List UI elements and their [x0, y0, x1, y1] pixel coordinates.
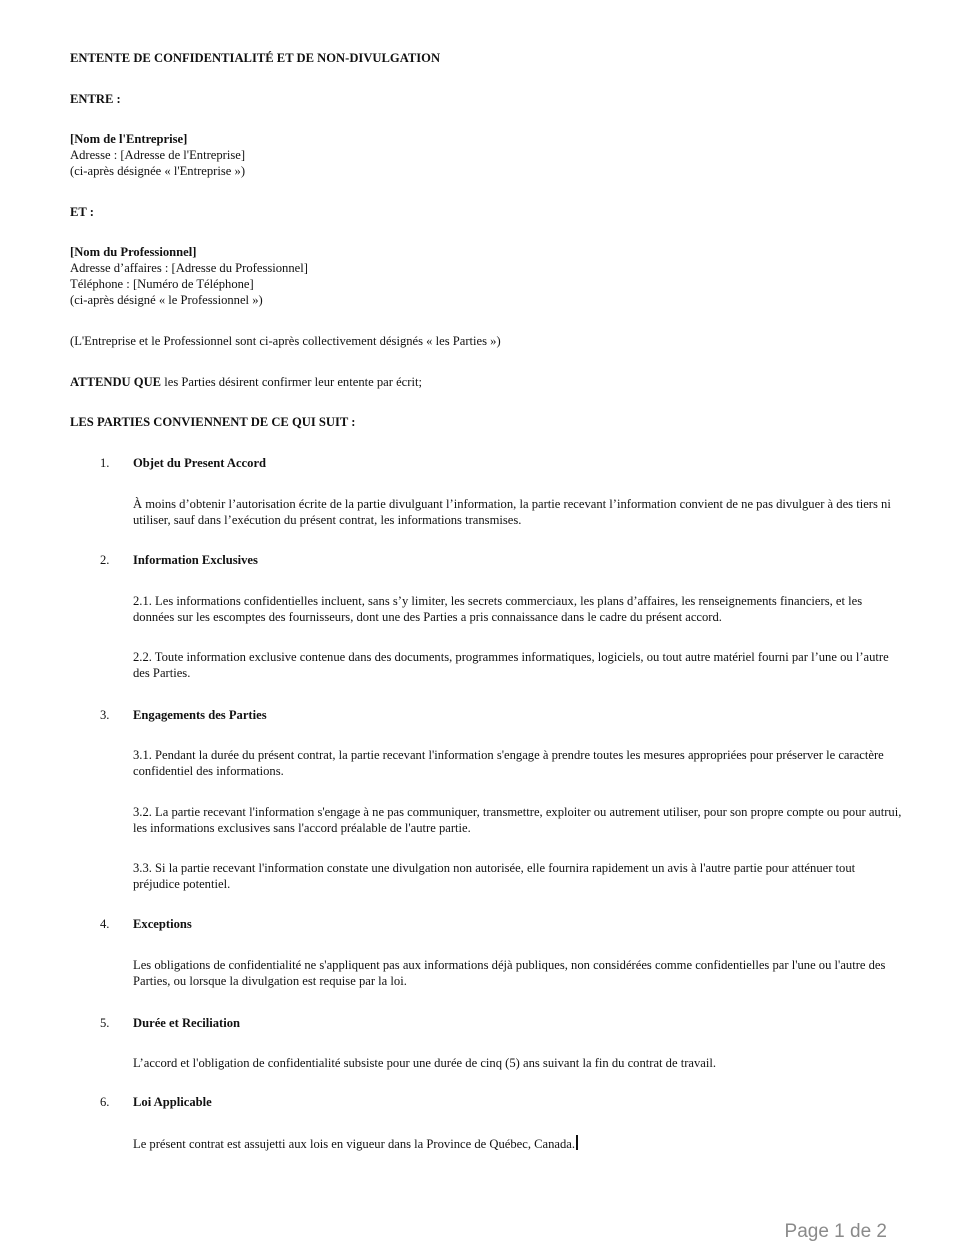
text-cursor — [576, 1135, 578, 1150]
whereas-bold: ATTENDU QUE — [70, 375, 162, 389]
section-number: 3. — [100, 708, 110, 722]
section-paragraph: 2.1. Les informations confidentielles incluent, sans s’y limiter, les secrets commerciaux, les plans d’affaires, les renseignements financiers, et les données sur les escomptes des fournisseurs, dont une des Parties a pris connaissance dans le cadre du présent accord. — [133, 594, 863, 624]
section-paragraph: 3.1. Pendant la durée du présent contrat, la partie recevant l'information s'engage à prendre toutes les mesures appropriées pour préserver le caractère confidentiel des informations. — [133, 748, 884, 778]
et-label: ET : — [70, 205, 94, 219]
section-number: 6. — [100, 1095, 110, 1109]
section-number: 1. — [100, 456, 110, 470]
section-title: Exceptions — [133, 917, 192, 931]
section-title: Loi Applicable — [133, 1095, 212, 1109]
whereas-text: les Parties désirent confirmer leur entente par écrit; — [161, 375, 422, 389]
document-title: ENTENTE DE CONFIDENTIALITÉ ET DE NON-DIVULGATION — [70, 51, 441, 65]
professional-phone: Téléphone : [Numéro de Téléphone] — [70, 277, 254, 291]
section-paragraph: 2.2. Toute information exclusive contenue dans des documents, programmes informatiques, logiciels, ou tout autre matériel fourni par l’une ou l’autre des Parties. — [133, 650, 889, 680]
last-paragraph-text: Le présent contrat est assujetti aux lois en vigueur dans la Province de Québec, Canada. — [133, 1137, 576, 1151]
professional-name: [Nom du Professionnel] — [70, 245, 197, 259]
section-paragraph: Les obligations de confidentialité ne s'appliquent pas aux informations déjà publiques, non considérées comme confidentielles par l'une ou l'autre des Parties, ou lorsque la divulgation est requise par la loi. — [133, 958, 886, 988]
section-title: Durée et Reciliation — [133, 1016, 241, 1030]
section-paragraph: À moins d’obtenir l’autorisation écrite de la partie divulguant l’information, la partie recevant l’information convient de ne pas divulguer à des tiers ni utiliser, sauf dans l’exécution du présent contrat, les informations transmises. — [133, 497, 891, 527]
whereas-clause — [70, 374, 422, 390]
section-number: 4. — [100, 917, 110, 931]
company-designation: (ci-après désignée « l'Entreprise ») — [70, 164, 246, 178]
company-name: [Nom de l'Entreprise] — [70, 132, 188, 146]
parties-note: (L'Entreprise et le Professionnel sont ci-après collectivement désignés « les Parties ») — [70, 334, 501, 348]
page-indicator: Page 1 de 2 — [784, 1221, 887, 1242]
section-paragraph[interactable] — [133, 1135, 903, 1152]
section-paragraph: 3.2. La partie recevant l'information s'engage à ne pas communiquer, transmettre, exploiter ou autrement utiliser, pour son propre compte ou pour autrui, les informations exclusives sans l'accord préalable de l'autre partie. — [133, 805, 902, 835]
section-paragraph: 3.3. Si la partie recevant l'information constate une divulgation non autorisée, elle fournira rapidement un avis à l'autre partie pour atténuer tout préjudice potentiel. — [133, 861, 856, 891]
company-address: Adresse : [Adresse de l'Entreprise] — [70, 148, 246, 162]
section-title: Objet du Present Accord — [133, 456, 267, 470]
section-number: 5. — [100, 1016, 110, 1030]
section-paragraph: L’accord et l'obligation de confidentialité subsiste pour une durée de cinq (5) ans suivant la fin du contrat de travail. — [133, 1056, 717, 1070]
professional-block — [70, 244, 308, 308]
professional-designation: (ci-après désigné « le Professionnel ») — [70, 293, 263, 307]
section-number: 2. — [100, 553, 110, 567]
section-title: Engagements des Parties — [133, 708, 267, 722]
entre-label: ENTRE : — [70, 92, 121, 106]
agree-heading: LES PARTIES CONVIENNENT DE CE QUI SUIT : — [70, 415, 356, 429]
company-block — [70, 131, 245, 179]
section-title: Information Exclusives — [133, 553, 258, 567]
professional-address: Adresse d’affaires : [Adresse du Professionnel] — [70, 261, 308, 275]
